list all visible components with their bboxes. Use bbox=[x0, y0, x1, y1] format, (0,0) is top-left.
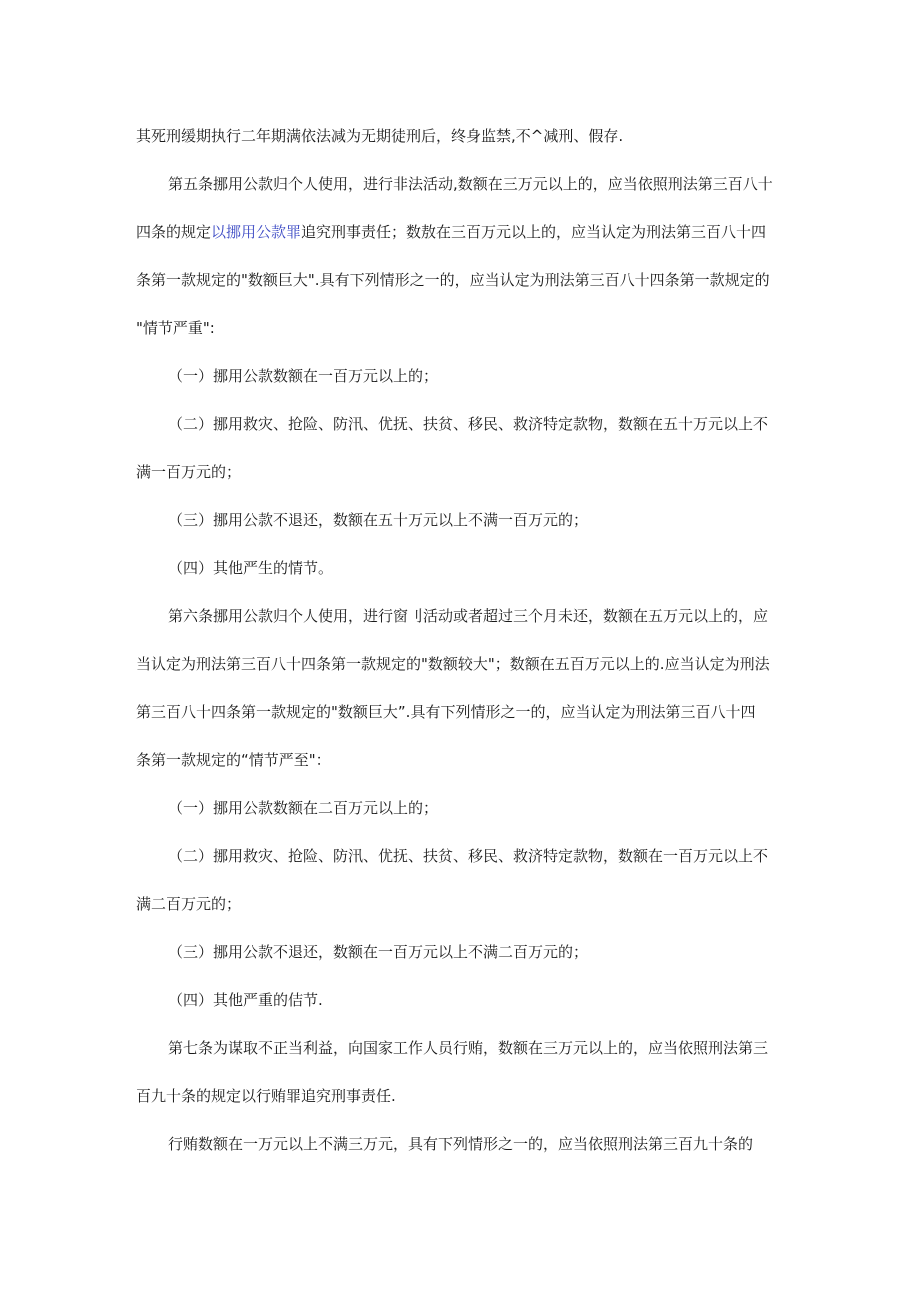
text-line: 满二百万元的； bbox=[136, 895, 242, 913]
text-line: 第六条挪用公款归个人使用，进行窗刂活动或者超过三个月未还，数额在五万元以上的，应 bbox=[168, 607, 769, 625]
text-line: 满一百万元的； bbox=[136, 463, 242, 481]
text-line: 其死刑缓期执行二年期满依法减为无期徒刑后，终身监禁,不^减刑、假存. bbox=[136, 127, 624, 145]
text-line: 第五条挪用公款归个人使用，进行非法活动,数额在三万元以上的，应当依照刑法第三百八十 bbox=[168, 175, 773, 193]
text-line: 条第一款规定的“情节严至"： bbox=[136, 751, 331, 769]
text-line: （三）挪用公款不退还，数额在五十万元以上不满一百万元的； bbox=[168, 511, 589, 529]
text-line: （三）挪用公款不退还，数额在一百万元以上不满二百万元的； bbox=[168, 943, 589, 961]
text-line: （二）挪用救灾、抢险、防汛、优抚、扶贫、移民、救济特定款物，数额在一百万元以上不 bbox=[168, 847, 769, 865]
text-line: "情节严重": bbox=[136, 319, 215, 337]
text-segment: 四条的规定 bbox=[136, 223, 212, 241]
text-line: （二）挪用救灾、抢险、防汛、优抚、扶贫、移民、救济特定款物，数额在五十万元以上不 bbox=[168, 415, 769, 433]
text-line: （一）挪用公款数额在二百万元以上的； bbox=[168, 799, 439, 817]
text-line: 当认定为刑法第三百八十四条第一款规定的"数额较大"；数额在五百万元以上的.应当认定为刑法 bbox=[136, 655, 770, 673]
crime-link[interactable]: 以挪用公款罪 bbox=[211, 223, 302, 241]
text-line: 条第一款规定的"数额巨大".具有下列情形之一的，应当认定为刑法第三百八十四条第一款规定的 bbox=[136, 271, 770, 289]
text-line: 第三百八十四条第一款规定的"数额巨大”.具有下列情形之一的，应当认定为刑法第三百八十四 bbox=[136, 703, 756, 721]
text-line-with-link bbox=[136, 208, 788, 256]
text-line: （四）其他严重的佶节. bbox=[168, 991, 323, 1009]
text-line: 第七条为谋取不正当利益，向国家工作人员行贿，数额在三万元以上的，应当依照刑法第三 bbox=[168, 1039, 769, 1057]
text-line: （四）其他严生的情节。 bbox=[168, 559, 334, 577]
text-line: （一）挪用公款数额在一百万元以上的； bbox=[168, 367, 439, 385]
text-line: 百九十条的规定以行贿罪追究刑事责任. bbox=[136, 1087, 396, 1105]
text-segment: 追究刑事责任；数敖在三百万元以上的，应当认定为刑法第三百八十四 bbox=[301, 223, 767, 241]
text-line: 行贿数额在一万元以上不满三万元，具有下列情形之一的，应当依照刑法第三百九十条的 bbox=[168, 1135, 754, 1153]
document-body bbox=[136, 112, 788, 1168]
